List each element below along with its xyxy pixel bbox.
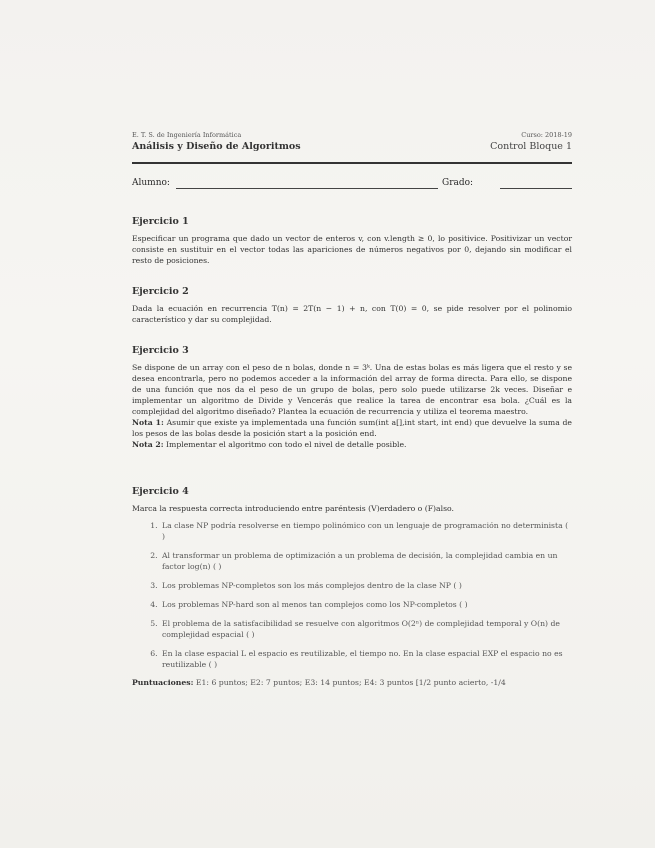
exercise-2-title: Ejercicio 2 [132,286,189,297]
exam-name: Control Bloque 1 [490,141,572,152]
exercise-1-text: Especificar un programa que dado un vector de enteros v, con v.length ≥ 0, lo positivice. Positivizar un vector consiste en sustituir en el vector todas las apariciones de números negativos por 0, dejando sin modificar el resto de posiciones. [132,234,572,265]
scoring-label: Puntuaciones: [132,678,194,687]
school-name: E. T. S. de Ingeniería Informática [132,131,242,139]
exercise-4-list [132,520,572,670]
note-2-text: Implementar el algoritmo con todo el nivel de detalle posible. [166,440,407,449]
scoring-footer [132,678,572,687]
note-1-text: Asumir que existe ya implementada una función sum(int a[],int start, int end) que devuelve la suma de los pesos de las bolas desde la posición start a la posición end. [132,418,572,438]
note-1-label: Nota 1: [132,418,164,427]
exercise-3-text: Se dispone de un array con el peso de n bolas, donde n = 3ᵏ. Una de estas bolas es más ligera que el resto y se desea encontrarla, pero no podemos acceder a la información del array de forma directa. Para ello, se dispone de una función que nos da el peso de un grupo de bolas, pero solo puede utilizarse 2k veces. Diseñar e implementar un algoritmo de Divide y Vencerás que realice la tarea de encontrar esa bola. ¿Cuál es la complejidad del algoritmo diseñado? Plantea la ecuación de recurrencia y utiliza el teorema maestro. [132,363,572,416]
exercise-2-text: Dada la ecuación en recurrencia T(n) = 2T(n − 1) + n, con T(0) = 0, se pide resolver por el polinomio característico y dar su complejidad. [132,304,572,324]
list-item: 5. El problema de la satisfacibilidad se resuelve con algoritmos O(2ⁿ) de complejidad temporal y O(n) de complejidad espacial ( ) [160,618,572,640]
grade-line[interactable] [500,188,572,189]
header-rule [132,162,572,164]
exercise-3-title: Ejercicio 3 [132,345,189,356]
course-year: Curso: 2018-19 [521,131,572,139]
list-item: 2. Al transformar un problema de optimización a un problema de decisión, la complejidad cambia en un factor log(n) ( ) [160,550,572,572]
student-label: Alumno: [132,178,170,188]
exercise-4-title: Ejercicio 4 [132,486,189,497]
list-item: 3. Los problemas NP-completos son los más complejos dentro de la clase NP ( ) [160,580,572,591]
exercise-3-note-1 [132,417,572,439]
scoring-text: E1: 6 puntos; E2: 7 puntos; E3: 14 puntos; E4: 3 puntos [1/2 punto acierto, -1/4 [195,678,506,687]
exercise-1-title: Ejercicio 1 [132,216,189,227]
list-item: 1. La clase NP podría resolverse en tiempo polinómico con un lenguaje de programación no determinista ( ) [160,520,572,542]
student-fields [132,178,572,198]
grade-label: Grado: [442,178,474,188]
exercise-3-note-2 [132,439,572,450]
exam-header [132,128,572,158]
subject-title: Análisis y Diseño de Algoritmos [132,141,301,152]
student-name-line[interactable] [176,188,438,189]
list-item: 6. En la clase espacial L el espacio es reutilizable, el tiempo no. En la clase espacial EXP el espacio no es reutilizable ( ) [160,648,572,670]
exam-content [132,128,572,687]
list-item: 4. Los problemas NP-hard son al menos tan complejos como los NP-completos ( ) [160,599,572,610]
exercise-4-text: Marca la respuesta correcta introduciendo entre paréntesis (V)erdadero o (F)also. [132,504,454,513]
note-2-label: Nota 2: [132,440,164,449]
